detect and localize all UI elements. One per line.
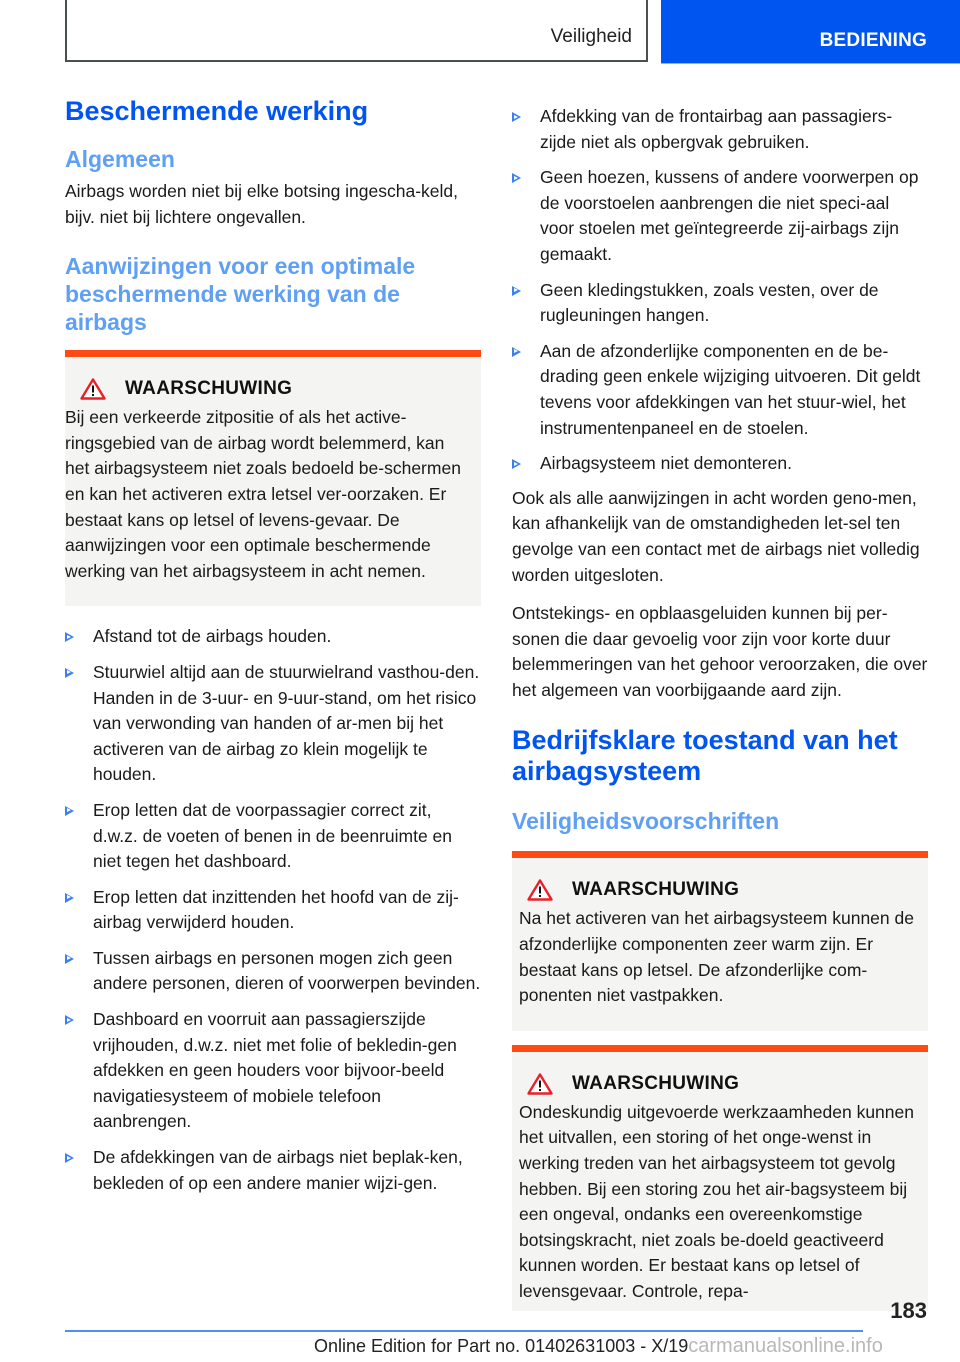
warning-title: WAARSCHUWING xyxy=(125,378,293,400)
list-item: Erop letten dat de voorpassagier correct zit, d.w.z. de voeten of benen in de beenruimte en niet tegen het dashboard. xyxy=(65,798,481,875)
bullet-triangle-icon xyxy=(512,112,521,122)
header-section-label: Veiligheid xyxy=(550,26,632,47)
list-item: De afdekkingen van de airbags niet beplak-ken, bekleden of op een andere manier wijzi-gen. xyxy=(65,1145,481,1196)
list-item: Aan de afzonderlijke componenten en de be-drading geen enkele wijziging uitvoeren. Dit geldt tevens voor afdekkingen van het stuur-wiel, het instrumentenpaneel en de stoelen. xyxy=(512,339,928,441)
warning-text: Na het activeren van het airbagsysteem kunnen de afzonderlijke componenten zeer warm zijn. Er bestaat kans op letsel. De afzonderlijke com-ponenten niet vastpakken. xyxy=(519,908,914,1006)
tips-list xyxy=(65,624,481,1196)
list-item: Stuurwiel altijd aan de stuurwielrand vasthou-den. Handen in de 3-uur- en 9-uur-stand, om het risico van verwonding van handen of ar-men bij het activeren van de airbag zo klein mogelijk te houden. xyxy=(65,660,481,788)
header-section-box xyxy=(65,0,648,62)
list-item: Erop letten dat inzittenden het hoofd van de zij-airbag verwijderd houden. xyxy=(65,885,481,936)
list-item: Afstand tot de airbags houden. xyxy=(65,624,481,650)
warning-triangle-icon xyxy=(527,1073,553,1095)
footer-divider xyxy=(65,1330,863,1332)
bullet-triangle-icon xyxy=(65,1153,74,1163)
paragraph: Ook als alle aanwijzingen in acht worden geno-men, kan afhankelijk van de omstandigheden let-sel ten gevolge van een contact met de airbags niet volledig worden uitgesloten. xyxy=(512,487,920,585)
watermark-link[interactable]: carmanualsonline.info xyxy=(688,1335,883,1357)
list-item: Dashboard en voorruit aan passagierszijde vrijhouden, d.w.z. niet met folie of bekledin-gen afdekken en geen houders voor bijvoor-beeld navigatiesysteem of mobiele telefoon aanbrengen. xyxy=(65,1007,481,1135)
left-column xyxy=(65,96,481,1206)
safety-heading: Veiligheidsvoorschriften xyxy=(512,808,780,835)
warning-title: WAARSCHUWING xyxy=(572,879,740,901)
tips-heading: Aanwijzingen voor een optimale beschermende werking van de airbags xyxy=(65,253,416,336)
right-column xyxy=(512,104,928,1329)
section-title: Bedrijfsklare toestand van het airbagsysteem xyxy=(512,725,898,787)
warning-box xyxy=(512,1045,928,1311)
page-number: 183 xyxy=(890,1298,927,1323)
bullet-triangle-icon xyxy=(65,806,74,816)
warning-text: Bij een verkeerde zitpositie of als het active-ringsgebied van de airbag wordt belemmerd, kan het airbagsysteem niet zoals bedoeld be-schermen en kan het activeren extra letsel ver-oorzaken. Er bestaat kans op letsel of levens-gevaar. De aanwijzingen voor een optimale beschermende werking van het airbagsysteem in acht nemen. xyxy=(65,407,461,581)
bullet-triangle-icon xyxy=(512,286,521,296)
header-chapter-tab xyxy=(661,0,960,64)
paragraph: Ontstekings- en opblaasgeluiden kunnen bij per-sonen die daar gevoelig voor zijn voor korte duur belemmeringen van het gehoor veroorzaken, die over het algemeen van voorbijgaande aard zijn. xyxy=(512,603,928,700)
general-text: Airbags worden niet bij elke botsing ingescha-keld, bijv. niet bij lichtere ongevallen. xyxy=(65,181,459,227)
list-item: Geen hoezen, kussens of andere voorwerpen op de voorstoelen aanbrengen die niet speci-aal voor stoelen met geïntegreerde zij-airbags zijn gemaakt. xyxy=(512,165,928,267)
warning-box xyxy=(65,350,481,606)
tips-list-continued xyxy=(512,104,928,477)
list-item: Airbagsysteem niet demonteren. xyxy=(512,451,928,477)
list-item: Afdekking van de frontairbag aan passagiers-zijde niet als opbergvak gebruiken. xyxy=(512,104,928,155)
list-item: Geen kledingstukken, zoals vesten, over de rugleuningen hangen. xyxy=(512,278,928,329)
edition-text: Online Edition for Part no. 01402631003 - X/19 xyxy=(314,1336,689,1356)
bullet-triangle-icon xyxy=(65,1015,74,1025)
bullet-triangle-icon xyxy=(512,459,521,469)
warning-header xyxy=(512,1070,928,1098)
header-chapter-label: BEDIENING xyxy=(819,30,927,51)
warning-text: Ondeskundig uitgevoerde werkzaamheden kunnen het uitvallen, een storing of het onge-wenst in werking treden van het airbagsysteem tot gevolg hebben. Bij een storing zou het air-bagsysteem bij een ongeval, ondanks een overeenkomstige botsingskracht, niet zoals be-doeld geactiveerd kunnen worden. Er bestaat kans op letsel of levensgevaar. Controle, repa- xyxy=(519,1101,914,1301)
bullet-triangle-icon xyxy=(512,173,521,183)
page-title: Beschermende werking xyxy=(65,96,369,126)
warning-triangle-icon xyxy=(527,879,553,901)
general-heading: Algemeen xyxy=(65,146,175,172)
warning-triangle-icon xyxy=(80,378,106,400)
bullet-triangle-icon xyxy=(65,668,74,678)
warning-header xyxy=(512,876,928,904)
bullet-triangle-icon xyxy=(65,632,74,642)
warning-title: WAARSCHUWING xyxy=(572,1072,740,1094)
warning-header xyxy=(65,375,481,403)
bullet-triangle-icon xyxy=(65,954,74,964)
list-item: Tussen airbags en personen mogen zich geen andere personen, dieren of voorwerpen bevinden. xyxy=(65,946,481,997)
bullet-triangle-icon xyxy=(512,347,521,357)
warning-box xyxy=(512,851,928,1030)
footer-edition xyxy=(314,1335,883,1358)
bullet-triangle-icon xyxy=(65,893,74,903)
